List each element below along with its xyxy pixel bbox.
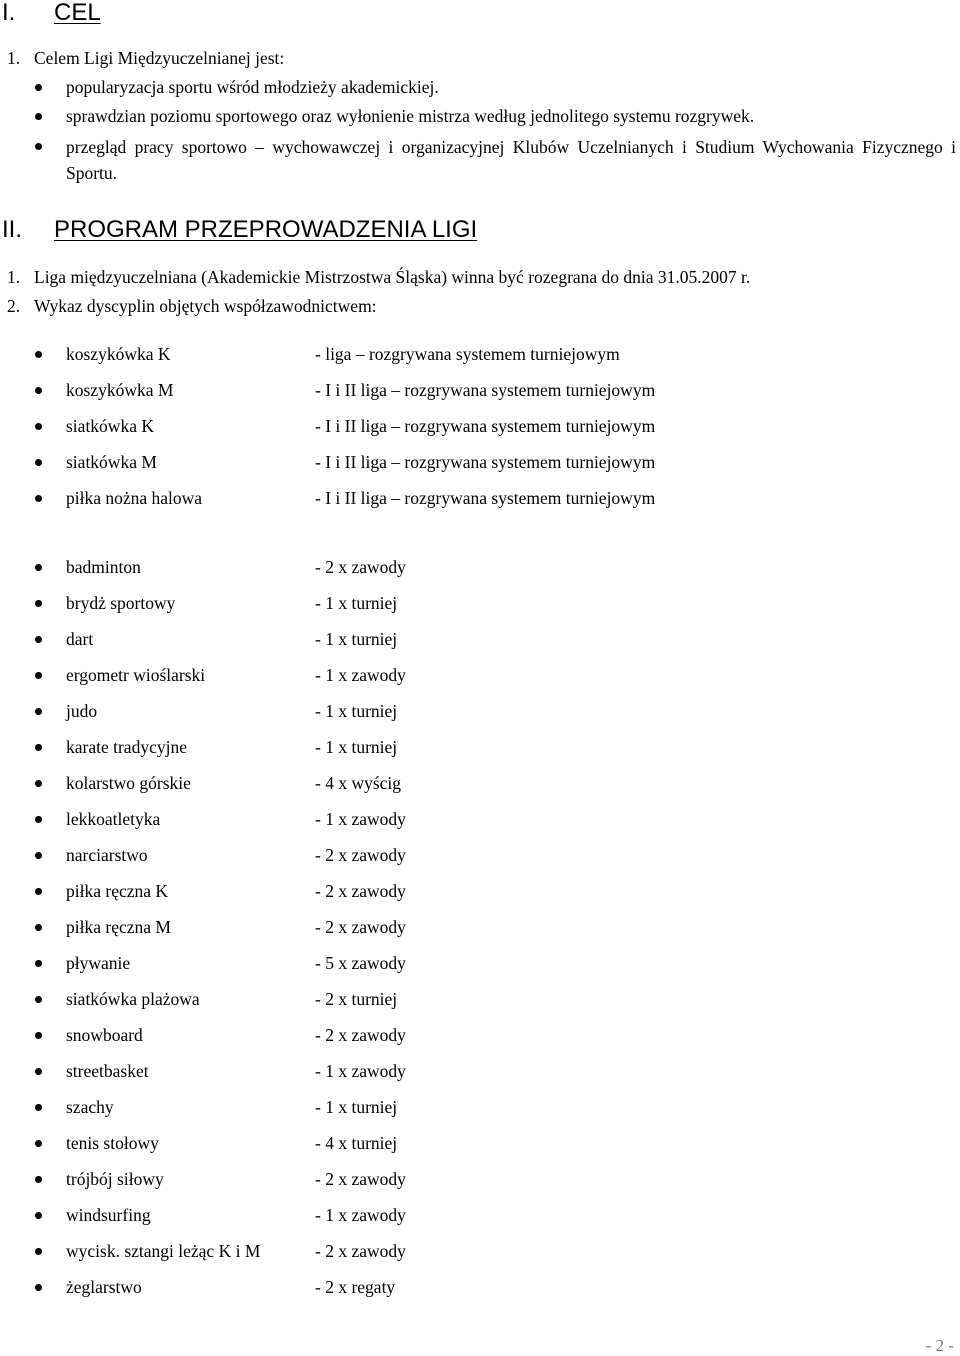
bullet-icon [35,600,42,607]
discipline-name: brydż sportowy [66,593,176,613]
discipline-format: - 1 x zawody [315,809,406,829]
bullet-icon [35,1176,42,1183]
bullet-icon [35,924,42,931]
discipline-name: dart [66,629,94,649]
goal-bullet-text: sprawdzian poziomu sportowego oraz wyłonienie mistrza według jednolitego systemu rozgrywek. [66,106,755,126]
discipline-format: - I i II liga – rozgrywana systemem turniejowym [315,416,656,436]
bullet-icon [35,387,42,394]
discipline-name: ergometr wioślarski [66,665,206,685]
section-1-item-1-number: 1. [7,48,21,68]
discipline-format: - 2 x zawody [315,881,406,901]
discipline-format: - I i II liga – rozgrywana systemem turniejowym [315,380,656,400]
discipline-format: - liga – rozgrywana systemem turniejowym [315,344,620,364]
discipline-format: - 4 x wyścig [315,773,402,793]
discipline-name: koszykówka K [66,344,171,364]
discipline-format: - 2 x regaty [315,1277,396,1297]
section-1-item-1-text: Celem Ligi Międzyuczelnianej jest: [34,48,285,68]
bullet-icon [35,1212,42,1219]
discipline-name: judo [66,701,98,721]
bullet-icon [35,495,42,502]
section-1-title: CEL [54,0,101,26]
goal-bullet-text: przegląd pracy sportowo – wychowawczej i organizacyjnej Klubów Uczelnianych i Studium Wychowania Fizycznego i Sportu. [66,137,956,183]
discipline-name: kolarstwo górskie [66,773,191,793]
discipline-format: - 2 x zawody [315,917,406,937]
discipline-format: - I i II liga – rozgrywana systemem turniejowym [315,488,656,508]
discipline-format: - 5 x zawody [315,953,406,973]
discipline-format: - 2 x zawody [315,1241,406,1261]
bullet-icon [35,744,42,751]
discipline-format: - 1 x zawody [315,1205,406,1225]
discipline-name: siatkówka M [66,452,157,472]
bullet-icon [35,888,42,895]
bullet-icon [35,708,42,715]
bullet-icon [35,423,42,430]
discipline-name: windsurfing [66,1205,151,1225]
discipline-name: wycisk. sztangi leżąc K i M [66,1241,261,1261]
discipline-format: - 2 x zawody [315,1025,406,1045]
bullet-icon [35,1248,42,1255]
bullet-icon [35,84,42,91]
discipline-name: trójbój siłowy [66,1169,164,1189]
page-number: - 2 - [925,1336,954,1355]
discipline-name: siatkówka plażowa [66,989,200,1009]
discipline-name: tenis stołowy [66,1133,159,1153]
discipline-format: - 1 x turniej [315,701,398,721]
bullet-icon [35,1284,42,1291]
discipline-format: - 1 x turniej [315,593,398,613]
section-1-heading [2,1,15,25]
discipline-name: siatkówka K [66,416,154,436]
bullet-icon [35,1140,42,1147]
discipline-format: - 1 x zawody [315,1061,406,1081]
bullet-icon [35,1068,42,1075]
discipline-name: żeglarstwo [66,1277,142,1297]
bullet-icon [35,852,42,859]
bullet-icon [35,459,42,466]
discipline-format: - 1 x turniej [315,629,398,649]
discipline-name: piłka nożna halowa [66,488,203,508]
discipline-name: szachy [66,1097,114,1117]
bullet-icon [35,113,42,120]
discipline-name: pływanie [66,953,131,973]
discipline-name: streetbasket [66,1061,149,1081]
bullet-icon [35,816,42,823]
discipline-format: - 1 x zawody [315,665,406,685]
bullet-icon [35,143,42,150]
discipline-name: karate tradycyjne [66,737,187,757]
discipline-name: piłka ręczna M [66,917,171,937]
discipline-name: snowboard [66,1025,143,1045]
section-2-item-1-number: 1. [7,267,21,287]
discipline-format: - 2 x zawody [315,557,406,577]
bullet-icon [35,996,42,1003]
section-2-number: II. [2,216,23,243]
discipline-format: - 2 x turniej [315,989,398,1009]
goal-bullet-text: popularyzacja sportu wśród młodzieży akademickiej. [66,77,439,97]
discipline-format: - 1 x turniej [315,737,398,757]
discipline-name: koszykówka M [66,380,174,400]
discipline-name: piłka ręczna K [66,881,169,901]
discipline-format: - 2 x zawody [315,1169,406,1189]
bullet-icon [35,780,42,787]
section-2-item-2-text: Wykaz dyscyplin objętych współzawodnictwem: [34,296,377,316]
discipline-name: lekkoatletyka [66,809,161,829]
section-2-heading [2,218,22,242]
bullet-icon [35,564,42,571]
discipline-format: - 2 x zawody [315,845,406,865]
section-2-title: PROGRAM PRZEPROWADZENIA LIGI [54,216,478,243]
bullet-icon [35,672,42,679]
section-1-title-wrap [54,1,101,25]
bullet-icon [35,1104,42,1111]
bullet-icon [35,1032,42,1039]
section-2-item-1-text: Liga międzyuczelniana (Akademickie Mistrzostwa Śląska) winna być rozegrana do dnia 31.05.2007 r. [34,267,751,287]
discipline-format: - 1 x turniej [315,1097,398,1117]
discipline-name: badminton [66,557,141,577]
section-2-title-wrap [54,218,477,242]
section-1-number: I. [2,0,16,26]
bullet-icon [35,636,42,643]
bullet-icon [35,351,42,358]
discipline-format: - I i II liga – rozgrywana systemem turniejowym [315,452,656,472]
bullet-icon [35,960,42,967]
discipline-format: - 4 x turniej [315,1133,398,1153]
section-2-item-2-number: 2. [7,296,21,316]
discipline-name: narciarstwo [66,845,148,865]
